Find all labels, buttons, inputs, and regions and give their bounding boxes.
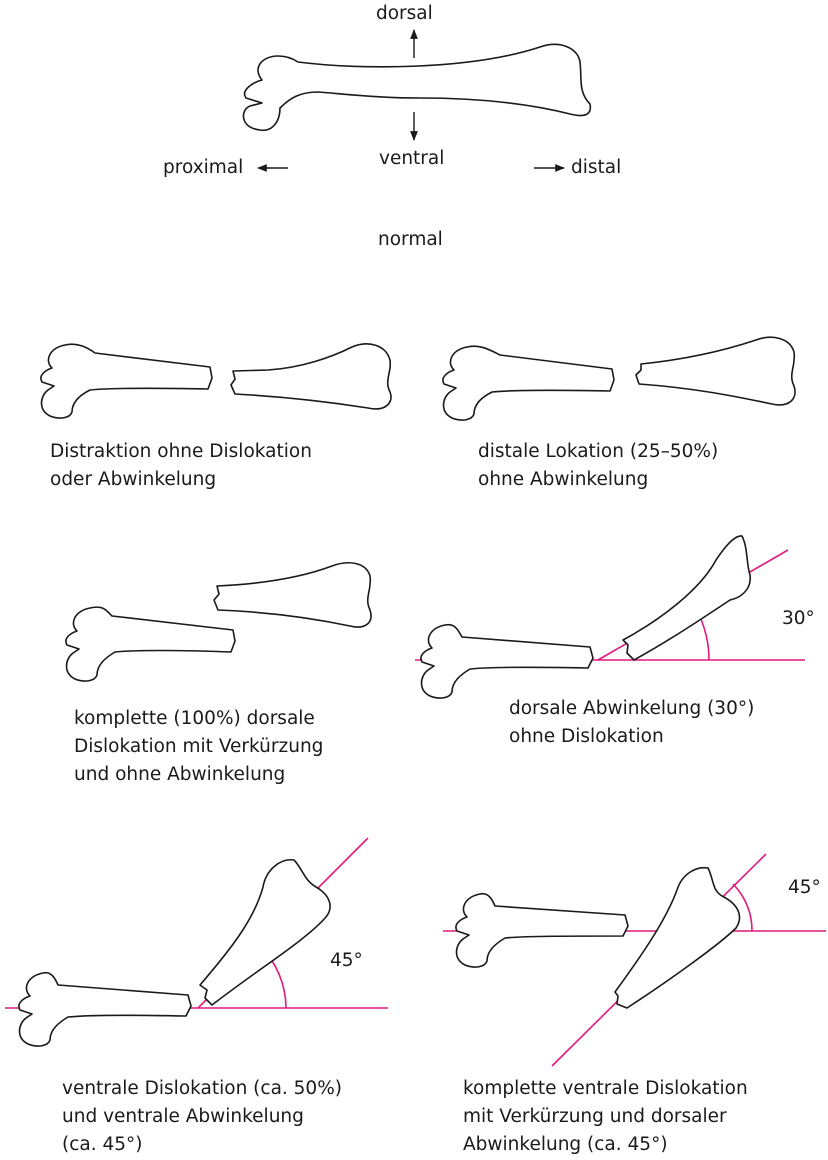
- ventral-label: ventral: [379, 148, 445, 169]
- distal-label: distal: [571, 157, 622, 178]
- distal-location-caption: distale Lokation (25–50%) ohne Abwinkelung: [478, 441, 719, 490]
- angle-label-45-right: 45°: [788, 877, 821, 898]
- proximal-label: proximal: [163, 157, 244, 178]
- distraction-caption: Distraktion ohne Dislokation oder Abwinkelung: [50, 441, 312, 490]
- complete-ventral-dislocation-figure: [443, 854, 826, 1066]
- dorsal-angulation-caption: dorsale Abwinkelung (30°) ohne Dislokation: [509, 698, 755, 747]
- angle-label-30: 30°: [782, 608, 815, 629]
- ventral-dislocation-angulation-figure: [5, 838, 388, 1046]
- normal-caption: normal: [378, 229, 443, 250]
- distraction-bones: [41, 344, 391, 418]
- complete-ventral-dislocation-caption: komplette ventrale Dislokation mit Verkürzung und dorsaler Abwinkelung (ca. 45°): [463, 1078, 748, 1155]
- dorsal-dislocation-caption: komplette (100%) dorsale Dislokation mit Verkürzung und ohne Abwinkelung: [74, 708, 324, 785]
- ventral-dislocation-caption: ventrale Dislokation (ca. 50%) und ventrale Abwinkelung (ca. 45°): [62, 1078, 343, 1155]
- dorsal-angulation-figure: [415, 536, 805, 698]
- distal-location-bones: [443, 337, 795, 420]
- normal-bone: [243, 44, 590, 130]
- dorsal-dislocation-bones: [66, 563, 371, 681]
- angle-label-45-left: 45°: [330, 950, 363, 971]
- dorsal-label: dorsal: [376, 3, 433, 24]
